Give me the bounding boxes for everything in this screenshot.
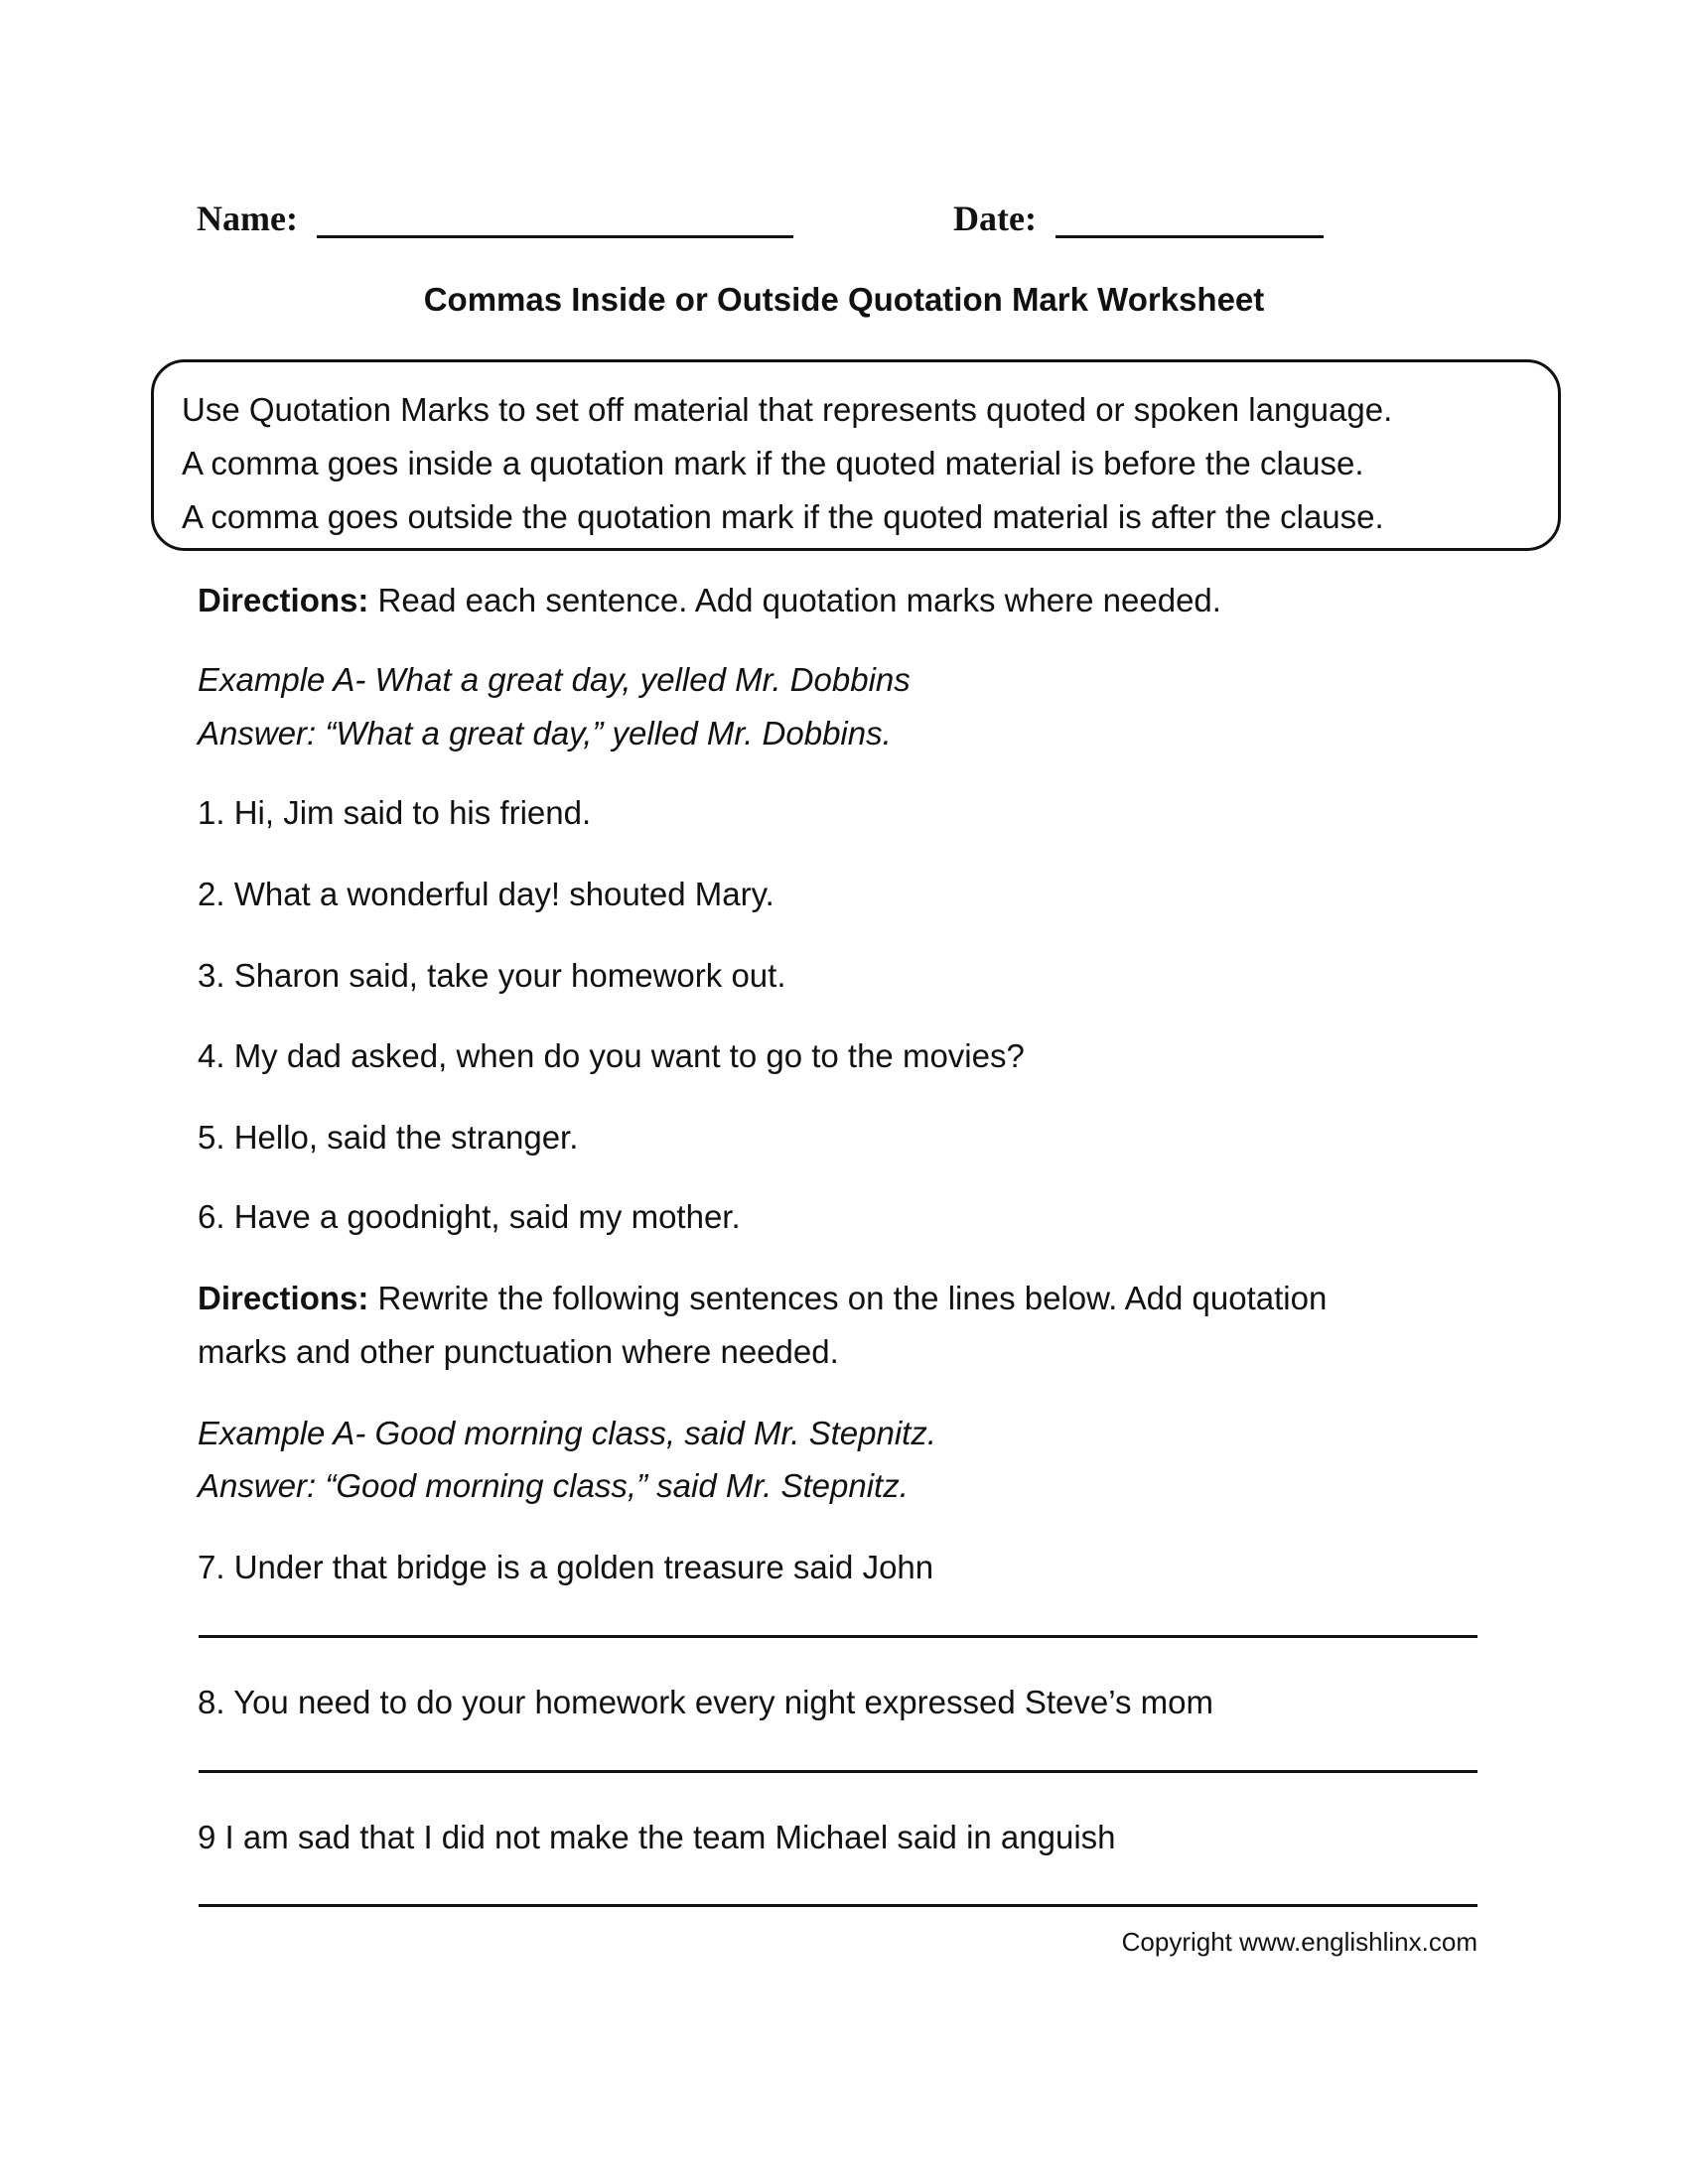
rules-box — [151, 359, 1561, 551]
directions-2-text-2: marks and other punctuation where needed. — [198, 1333, 839, 1370]
directions-2 — [198, 1279, 1327, 1318]
example-1: Example A- What a great day, yelled Mr. Dobbins — [198, 661, 911, 698]
answer-1: Answer: “What a great day,” yelled Mr. Dobbins. — [198, 715, 892, 751]
answer-2: Answer: “Good morning class,” said Mr. Stepnitz. — [198, 1467, 909, 1504]
sentence-item-2: 2. What a wonderful day! shouted Mary. — [198, 876, 774, 912]
date-field — [953, 199, 1324, 238]
sentence-item-3: 3. Sharon said, take your homework out. — [198, 957, 786, 994]
directions-1-label: Directions: — [198, 582, 369, 618]
rewrite-item-8: 8. You need to do your homework every night expressed Steve’s mom — [198, 1684, 1213, 1720]
name-label: Name: — [197, 199, 298, 238]
name-field — [197, 199, 793, 238]
sentence-item-6: 6. Have a goodnight, said my mother. — [198, 1198, 741, 1235]
name-blank-line[interactable] — [317, 202, 793, 238]
worksheet-title: Commas Inside or Outside Quotation Mark Worksheet — [423, 281, 1265, 318]
directions-2-text-1: Rewrite the following sentences on the lines below. Add quotation — [368, 1280, 1328, 1316]
answer-line-7[interactable] — [199, 1635, 1477, 1638]
sentence-item-1: 1. Hi, Jim said to his friend. — [198, 794, 592, 831]
sentence-item-5: 5. Hello, said the stranger. — [198, 1119, 579, 1156]
date-blank-line[interactable] — [1055, 202, 1324, 238]
example-2: Example A- Good morning class, said Mr. Stepnitz. — [198, 1415, 937, 1451]
directions-1-text: Read each sentence. Add quotation marks where needed. — [368, 582, 1221, 618]
copyright-notice: Copyright www.englishlinx.com — [1121, 1927, 1477, 1957]
date-label: Date: — [953, 199, 1037, 238]
rewrite-item-7: 7. Under that bridge is a golden treasure said John — [198, 1549, 934, 1585]
sentence-item-4: 4. My dad asked, when do you want to go to the movies? — [198, 1037, 1025, 1074]
rule-line-3: A comma goes outside the quotation mark if the quoted material is after the clause. — [182, 498, 1384, 535]
answer-line-9[interactable] — [199, 1904, 1477, 1907]
directions-2-label: Directions: — [198, 1280, 369, 1316]
rewrite-item-9: 9 I am sad that I did not make the team Michael said in anguish — [198, 1819, 1116, 1855]
rule-line-2: A comma goes inside a quotation mark if the quoted material is before the clause. — [182, 445, 1364, 481]
directions-1 — [198, 581, 1221, 620]
rule-line-1: Use Quotation Marks to set off material that represents quoted or spoken language. — [182, 391, 1393, 428]
answer-line-8[interactable] — [199, 1770, 1477, 1773]
